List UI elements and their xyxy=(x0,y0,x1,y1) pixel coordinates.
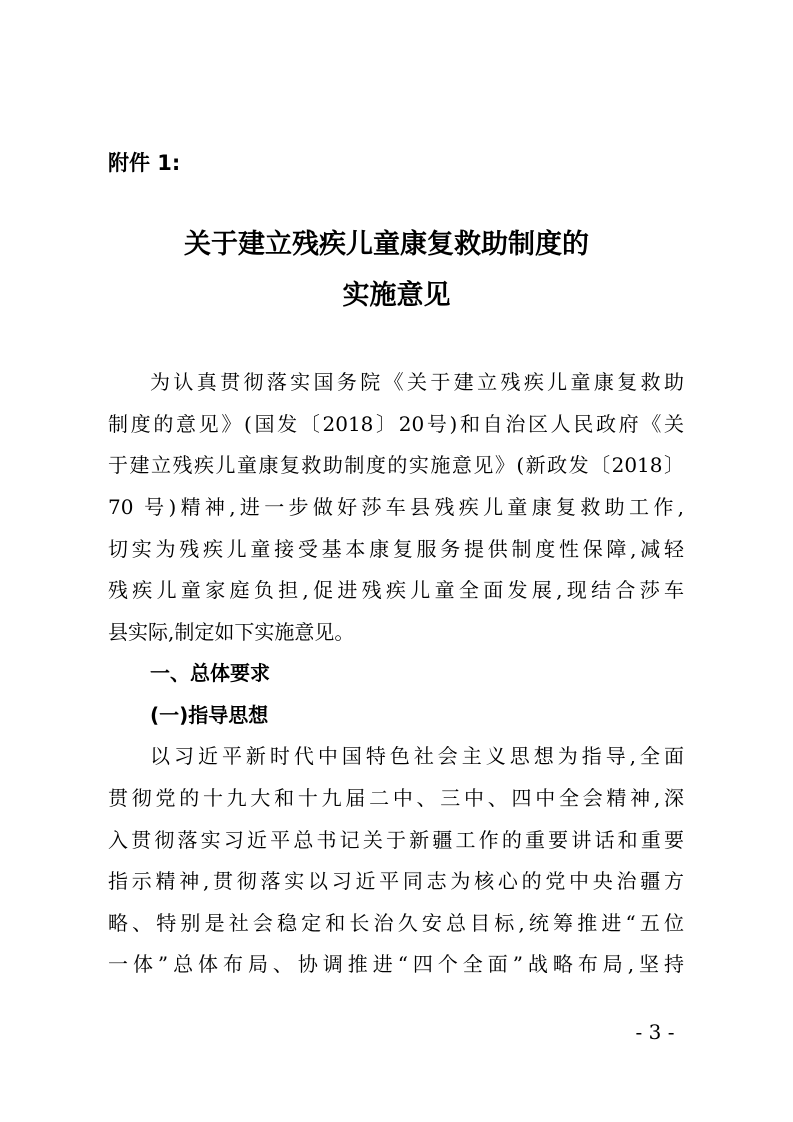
intro-line: 70 号)精神,进一步做好莎车县残疾儿童康复救助工作, xyxy=(108,495,684,519)
document-title-line-1: 关于建立残疾儿童康复救助制度的 xyxy=(184,229,589,260)
section-heading: 一、总体要求 xyxy=(150,661,270,685)
page-number: - 3 - xyxy=(635,1020,675,1044)
body-line: 贯彻党的十九大和十九届二中、三中、四中全会精神,深 xyxy=(108,786,684,810)
body-line: 略、特别是社会稳定和长治久安总目标,统筹推进“五位 xyxy=(108,911,684,935)
intro-line: 县实际,制定如下实施意见。 xyxy=(108,620,355,644)
document-title-line-2: 实施意见 xyxy=(342,280,451,311)
body-line: 以习近平新时代中国特色社会主义思想为指导,全面 xyxy=(150,744,684,768)
body-line: 入贯彻落实习近平总书记关于新疆工作的重要讲话和重要 xyxy=(108,828,684,852)
intro-line: 于建立残疾儿童康复救助制度的实施意见》(新政发〔2018〕 xyxy=(108,453,684,477)
intro-line: 为认真贯彻落实国务院《关于建立残疾儿童康复救助 xyxy=(150,370,684,394)
attachment-label: 附件 1: xyxy=(108,151,181,175)
subsection-heading: (一)指导思想 xyxy=(150,703,269,727)
intro-line: 制度的意见》(国发〔2018〕20号)和自治区人民政府《关 xyxy=(108,412,684,436)
intro-line: 残疾儿童家庭负担,促进残疾儿童全面发展,现结合莎车 xyxy=(108,578,684,602)
intro-line: 切实为残疾儿童接受基本康复服务提供制度性保障,减轻 xyxy=(108,537,684,561)
body-line: 指示精神,贯彻落实以习近平同志为核心的党中央治疆方 xyxy=(108,869,684,893)
body-line: 一体”总体布局、协调推进“四个全面”战略布局,坚持 xyxy=(108,952,684,976)
